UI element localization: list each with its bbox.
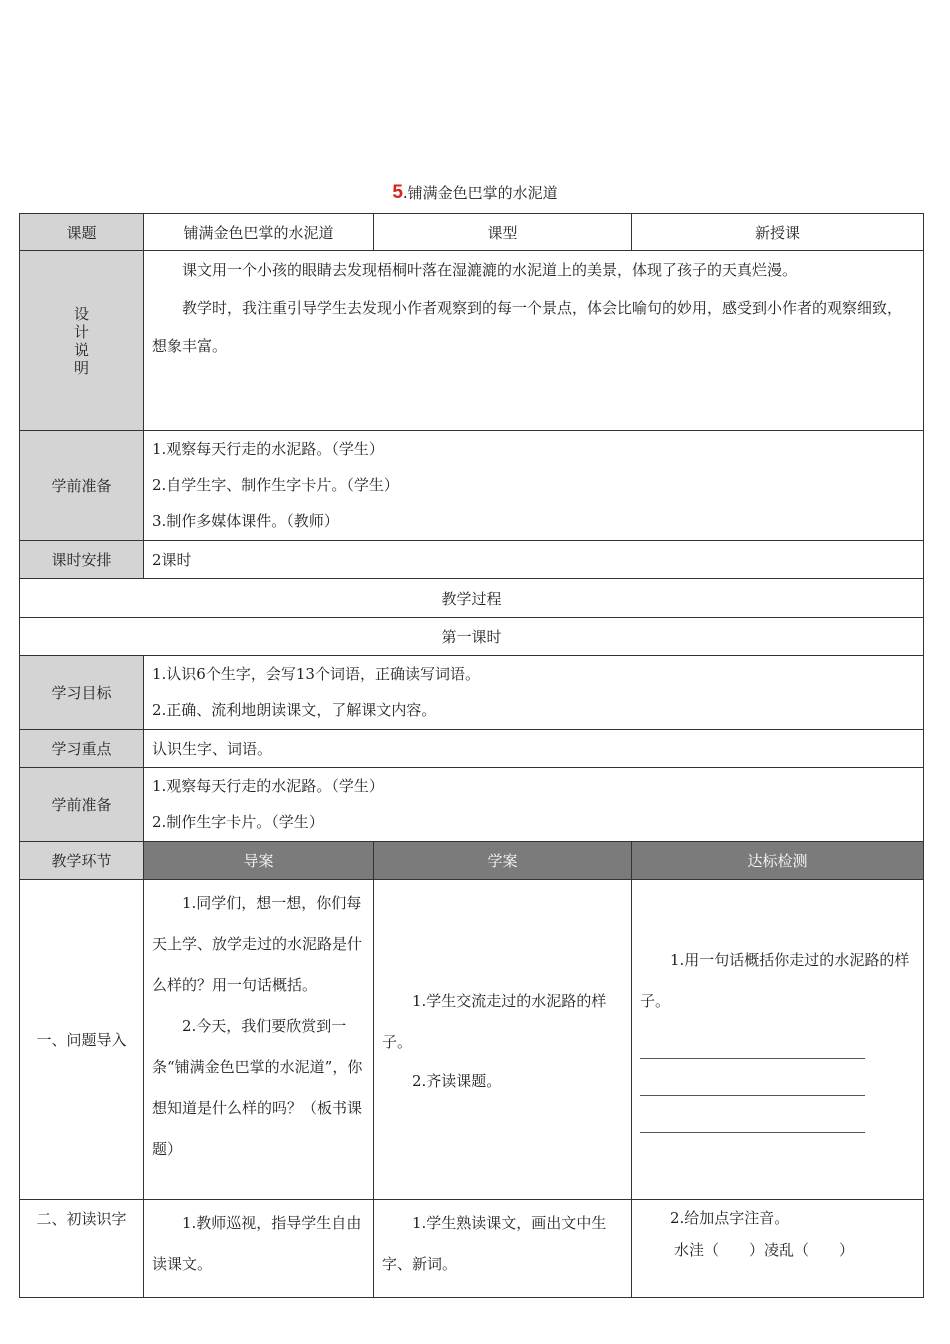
section1-guide-item: 2.今天，我们要欣赏到一条“铺满金色巴掌的水泥道”，你想知道是什么样的吗？（板书课题） bbox=[152, 1017, 363, 1158]
column-learn: 学案 bbox=[374, 842, 632, 880]
process-row bbox=[20, 579, 924, 618]
design-label-char: 设 bbox=[73, 304, 89, 323]
pinyin-word-messy: 凌乱（ ） bbox=[764, 1241, 855, 1259]
prep2-item: 1.观察每天行走的水泥路。（学生） bbox=[152, 777, 384, 795]
section1-row bbox=[20, 880, 924, 1200]
goals-label: 学习目标 bbox=[20, 656, 144, 730]
focus-value: 认识生字、词语。 bbox=[144, 730, 924, 768]
column-stage: 教学环节 bbox=[20, 842, 144, 880]
section2-row bbox=[20, 1200, 924, 1298]
prep-content bbox=[144, 431, 924, 541]
prep2-content bbox=[144, 768, 924, 842]
design-label bbox=[20, 251, 144, 431]
prep-label: 学前准备 bbox=[20, 431, 144, 541]
section1-check bbox=[632, 880, 924, 1200]
topic-row bbox=[20, 214, 924, 251]
section1-guide bbox=[144, 880, 374, 1200]
design-paragraph: 课文用一个小孩的眼睛去发现梧桐叶落在湿漉漉的水泥道上的美景，体现了孩子的天真烂漫。 bbox=[182, 261, 798, 279]
prep-item: 2.自学生字、制作生字卡片。（学生） bbox=[152, 476, 399, 494]
document-title bbox=[0, 181, 950, 205]
first-lesson-title: 第一课时 bbox=[20, 618, 924, 656]
section2-guide-item: 1.教师巡视，指导学生自由读课文。 bbox=[152, 1214, 362, 1273]
answer-line[interactable] bbox=[640, 1096, 865, 1133]
section2-check bbox=[632, 1200, 924, 1298]
focus-label: 学习重点 bbox=[20, 730, 144, 768]
prep2-item: 2.制作生字卡片。（学生） bbox=[152, 813, 324, 831]
section2-guide bbox=[144, 1200, 374, 1298]
type-value: 新授课 bbox=[632, 214, 924, 251]
section2-learn-item: 1.学生熟读课文，画出文中生字、新词。 bbox=[382, 1214, 607, 1273]
answer-line[interactable] bbox=[640, 1022, 865, 1059]
lesson-title: .铺满金色巴掌的水泥道 bbox=[402, 184, 558, 202]
column-guide: 导案 bbox=[144, 842, 374, 880]
design-row bbox=[20, 251, 924, 431]
design-content bbox=[144, 251, 924, 431]
section1-learn-item: 1.学生交流走过的水泥路的样子。 bbox=[382, 991, 607, 1051]
type-label: 课型 bbox=[374, 214, 632, 251]
schedule-row bbox=[20, 541, 924, 579]
section1-check-item: 1.用一句话概括你走过的水泥路的样子。 bbox=[640, 951, 910, 1010]
answer-line[interactable] bbox=[640, 1059, 865, 1096]
section2-learn bbox=[374, 1200, 632, 1298]
schedule-label: 课时安排 bbox=[20, 541, 144, 579]
focus-row bbox=[20, 730, 924, 768]
process-title: 教学过程 bbox=[20, 579, 924, 618]
design-paragraph: 教学时，我注重引导学生去发现小作者观察到的每一个景点，体会比喻句的妙用，感受到小作者的观察细致，想象丰富。 bbox=[152, 299, 903, 355]
goal-item: 1.认识6个生字，会写13个词语，正确读写词语。 bbox=[152, 665, 480, 683]
prep2-row bbox=[20, 768, 924, 842]
topic-value: 铺满金色巴掌的水泥道 bbox=[144, 214, 374, 251]
goal-item: 2.正确、流利地朗读课文，了解课文内容。 bbox=[152, 701, 437, 719]
prep-item: 3.制作多媒体课件。（教师） bbox=[152, 512, 339, 530]
section1-learn bbox=[374, 880, 632, 1200]
section2-check-title: 2.给加点字注音。 bbox=[670, 1209, 790, 1227]
lesson-row bbox=[20, 618, 924, 656]
prep2-label: 学前准备 bbox=[20, 768, 144, 842]
design-label-char: 说 bbox=[73, 340, 89, 359]
prep-item: 1.观察每天行走的水泥路。（学生） bbox=[152, 440, 384, 458]
section1-guide-item: 1.同学们，想一想，你们每天上学、放学走过的水泥路是什么样的？用一句话概括。 bbox=[152, 894, 363, 994]
prep-row bbox=[20, 431, 924, 541]
goals-row bbox=[20, 656, 924, 730]
lesson-plan-table bbox=[19, 213, 924, 1298]
topic-label: 课题 bbox=[20, 214, 144, 251]
design-label-char: 明 bbox=[73, 358, 89, 377]
section2-label: 二、初读识字 bbox=[20, 1200, 144, 1298]
lesson-number: 5 bbox=[392, 182, 403, 203]
section2-check-words bbox=[640, 1233, 915, 1267]
goals-content bbox=[144, 656, 924, 730]
section1-label: 一、问题导入 bbox=[20, 880, 144, 1200]
schedule-value: 2课时 bbox=[144, 541, 924, 579]
section1-learn-item: 2.齐读课题。 bbox=[412, 1071, 502, 1090]
column-check: 达标检测 bbox=[632, 842, 924, 880]
design-label-char: 计 bbox=[73, 322, 89, 341]
columns-header-row bbox=[20, 842, 924, 880]
pinyin-word-puddle: 水洼（ ） bbox=[674, 1241, 765, 1259]
